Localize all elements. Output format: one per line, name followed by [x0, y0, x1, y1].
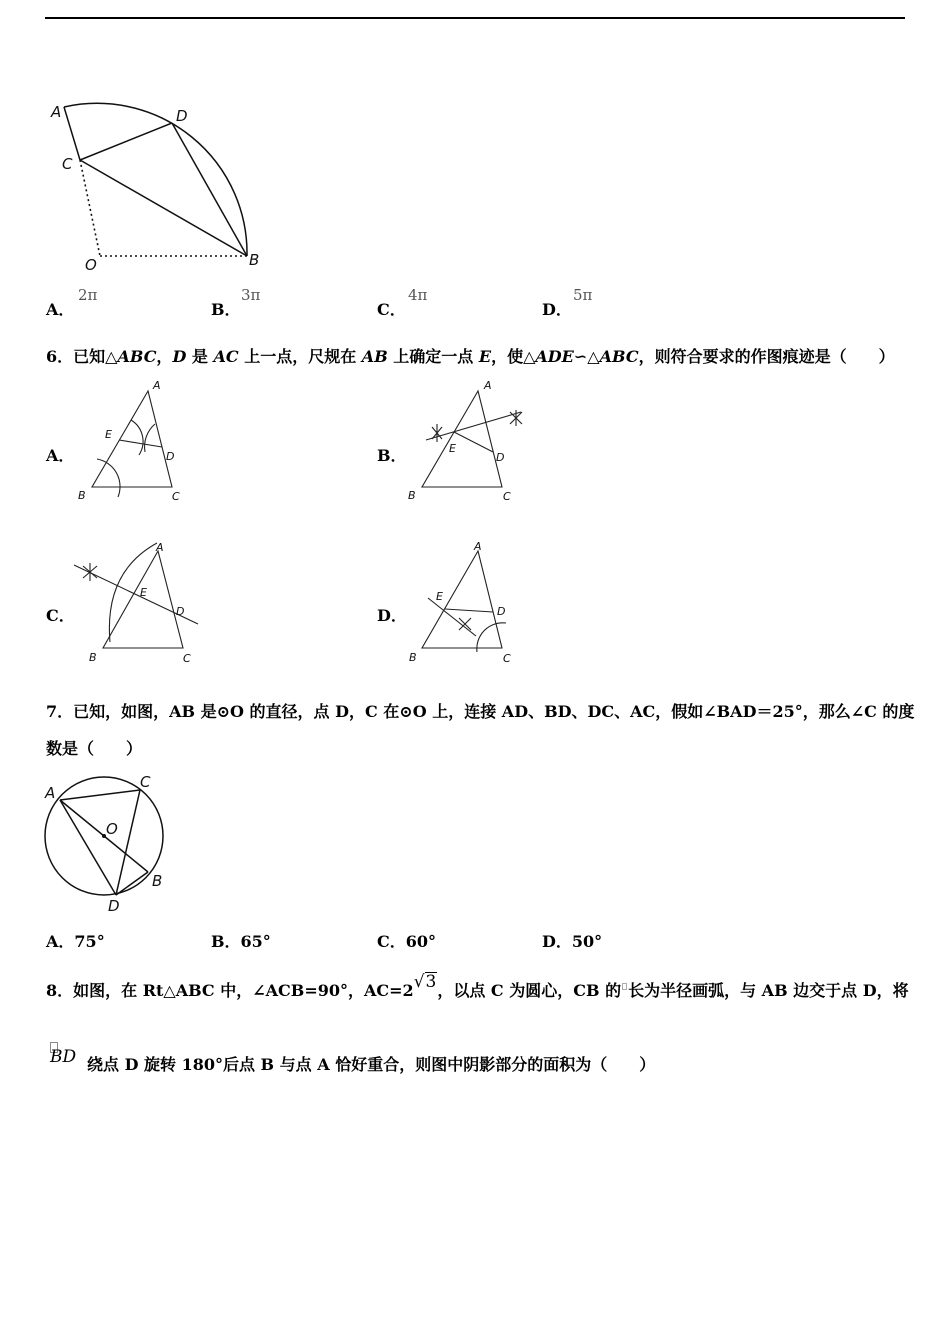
triangle-abc [103, 551, 183, 648]
segment-ed [445, 609, 493, 612]
segment-co-dotted [80, 160, 100, 256]
missing-symbol-mark [622, 983, 627, 990]
radical-sign: √ [413, 972, 425, 992]
q6-option-c-figure [68, 538, 208, 668]
segment-ac [64, 107, 80, 160]
point-label-c: C [503, 490, 511, 503]
q7-option-c [377, 932, 436, 952]
point-label-d: D [176, 107, 188, 125]
point-label-a: A [156, 541, 164, 554]
point-label-d: D [497, 605, 506, 618]
construction-line [428, 598, 476, 636]
point-label-b: B [408, 489, 416, 502]
q6-seg-italic: ABC [117, 347, 157, 366]
header-rule [45, 17, 905, 19]
point-label-b: B [89, 651, 97, 664]
q6-seg: 6．已知△ [46, 347, 118, 366]
q7-option-c-value: 60° [405, 932, 437, 951]
q8-text-after-root: ，以点 C 为圆心，CB 的 [437, 981, 622, 1000]
q5-option-a-label: A． [46, 300, 75, 319]
q6-seg: 上确定一点 [387, 347, 479, 366]
q5-option-c-label: C． [377, 300, 406, 319]
q6-option-b-label: B． [377, 446, 407, 465]
q6-seg-italic: E [478, 347, 492, 366]
point-label-c: C [172, 490, 180, 503]
q8-text-before-root: 8．如图，在 Rt△ABC 中，∠ACB=90°，AC=2 [46, 981, 414, 1000]
q6-seg-italic: AB [361, 347, 388, 366]
q5-option-b-value: 3π [241, 286, 261, 304]
q7-option-a-label: A． [46, 932, 75, 951]
point-label-c: C [140, 773, 151, 791]
point-label-a: A [51, 103, 62, 121]
triangle-abc [92, 391, 175, 487]
q6-seg: ，使△ [491, 347, 536, 366]
q5-option-d-label: D． [542, 300, 572, 319]
q6-question-text [46, 347, 895, 367]
q7-option-a [46, 932, 105, 952]
q6-option-d-label: D． [377, 606, 407, 625]
point-label-b: B [409, 651, 417, 664]
q6-option-d-figure [400, 538, 520, 668]
q6-seg-italic: ADE [535, 347, 574, 366]
point-label-a: A [474, 540, 482, 553]
q6-seg-italic: ABC [599, 347, 639, 366]
q6-seg: 上一点，尺规在 [238, 347, 362, 366]
segment-ad [60, 800, 116, 895]
segment-cb [80, 160, 247, 256]
q7-option-b [211, 932, 271, 952]
q6-seg-italic: D [172, 347, 187, 366]
point-label-e: E [449, 442, 456, 455]
q6-option-b-figure [400, 378, 530, 508]
q8-question-line-2: 绕点 D 旋转 180°后点 B 与点 A 恰好重合，则图中阴影部分的面积为（ ） [87, 1055, 656, 1074]
point-label-e: E [105, 428, 112, 441]
q6-seg: ，则符合要求的作图痕迹是（ ） [638, 347, 895, 366]
point-label-b: B [152, 872, 163, 890]
point-label-d: D [166, 450, 175, 463]
point-label-d: D [108, 897, 120, 915]
q7-option-d-value: 50° [571, 932, 603, 951]
q7-option-c-label: C． [377, 932, 406, 951]
q7-option-d-label: D． [542, 932, 572, 951]
q7-option-a-value: 75° [74, 932, 105, 951]
point-label-c: C [503, 652, 511, 665]
construction-arc-e [131, 420, 143, 455]
construction-arc [109, 543, 157, 642]
segment-ed [119, 440, 162, 447]
q6-option-a-label: A． [46, 446, 75, 465]
segment-ac [60, 790, 140, 800]
triangle-abc [422, 391, 505, 487]
construction-line [426, 412, 521, 440]
point-label-o: O [85, 256, 97, 274]
segment-ed [454, 432, 493, 452]
point-label-a: A [484, 379, 492, 392]
q5-sector-figure [40, 95, 280, 280]
point-label-c: C [183, 652, 191, 665]
q7-option-b-value: 65° [240, 932, 271, 951]
q5-option-a-value: 2π [78, 286, 98, 304]
q6-seg: ， [156, 347, 173, 366]
q5-option-c-value: 4π [408, 286, 428, 304]
q7-option-b-label: B． [211, 932, 241, 951]
q8-question-line-1 [46, 972, 909, 1001]
point-label-d: D [496, 451, 505, 464]
triangle-abc [422, 551, 502, 648]
construction-mark-left [432, 424, 442, 442]
q7-question-line-1: 7．已知，如图，AB 是⊙O 的直径，点 D，C 在⊙O 上，连接 AD、BD、DC、AC，假如∠BAD＝25°，那么∠C 的度 [46, 702, 915, 721]
point-label-b: B [78, 489, 86, 502]
q8-square-root [414, 972, 438, 992]
point-label-a: A [45, 784, 56, 802]
arc-bd-label: BD [50, 1047, 77, 1067]
arc-adb [64, 103, 247, 256]
segment-cd [80, 123, 172, 160]
point-label-d: D [176, 605, 185, 618]
q5-option-b-label: B． [211, 300, 241, 319]
point-label-o: O [106, 820, 118, 838]
q6-seg: 是 [186, 347, 214, 366]
q7-option-d [542, 932, 602, 952]
point-label-c: C [62, 155, 73, 173]
q6-seg: ∽△ [573, 347, 600, 366]
segment-cd [116, 790, 140, 895]
radicand: 3 [425, 972, 437, 992]
q6-option-a-figure [70, 378, 195, 508]
point-label-e: E [140, 586, 147, 599]
q8-text-after-root-2: 长为半径画弧，与 AB 边交于点 D，将 [628, 981, 909, 1000]
point-label-b: B [249, 251, 260, 269]
point-label-a: A [153, 379, 161, 392]
q7-question-line-2: 数是（ ） [46, 739, 143, 758]
construction-arc-b [97, 459, 120, 497]
q7-circle-figure [40, 770, 175, 915]
q6-option-c-label: C． [46, 606, 75, 625]
q5-option-d-value: 5π [573, 286, 593, 304]
construction-arc-d [145, 424, 155, 452]
q6-seg-italic: AC [213, 347, 239, 366]
segment-db [172, 123, 247, 256]
point-label-e: E [436, 590, 443, 603]
construction-mark [83, 563, 97, 581]
